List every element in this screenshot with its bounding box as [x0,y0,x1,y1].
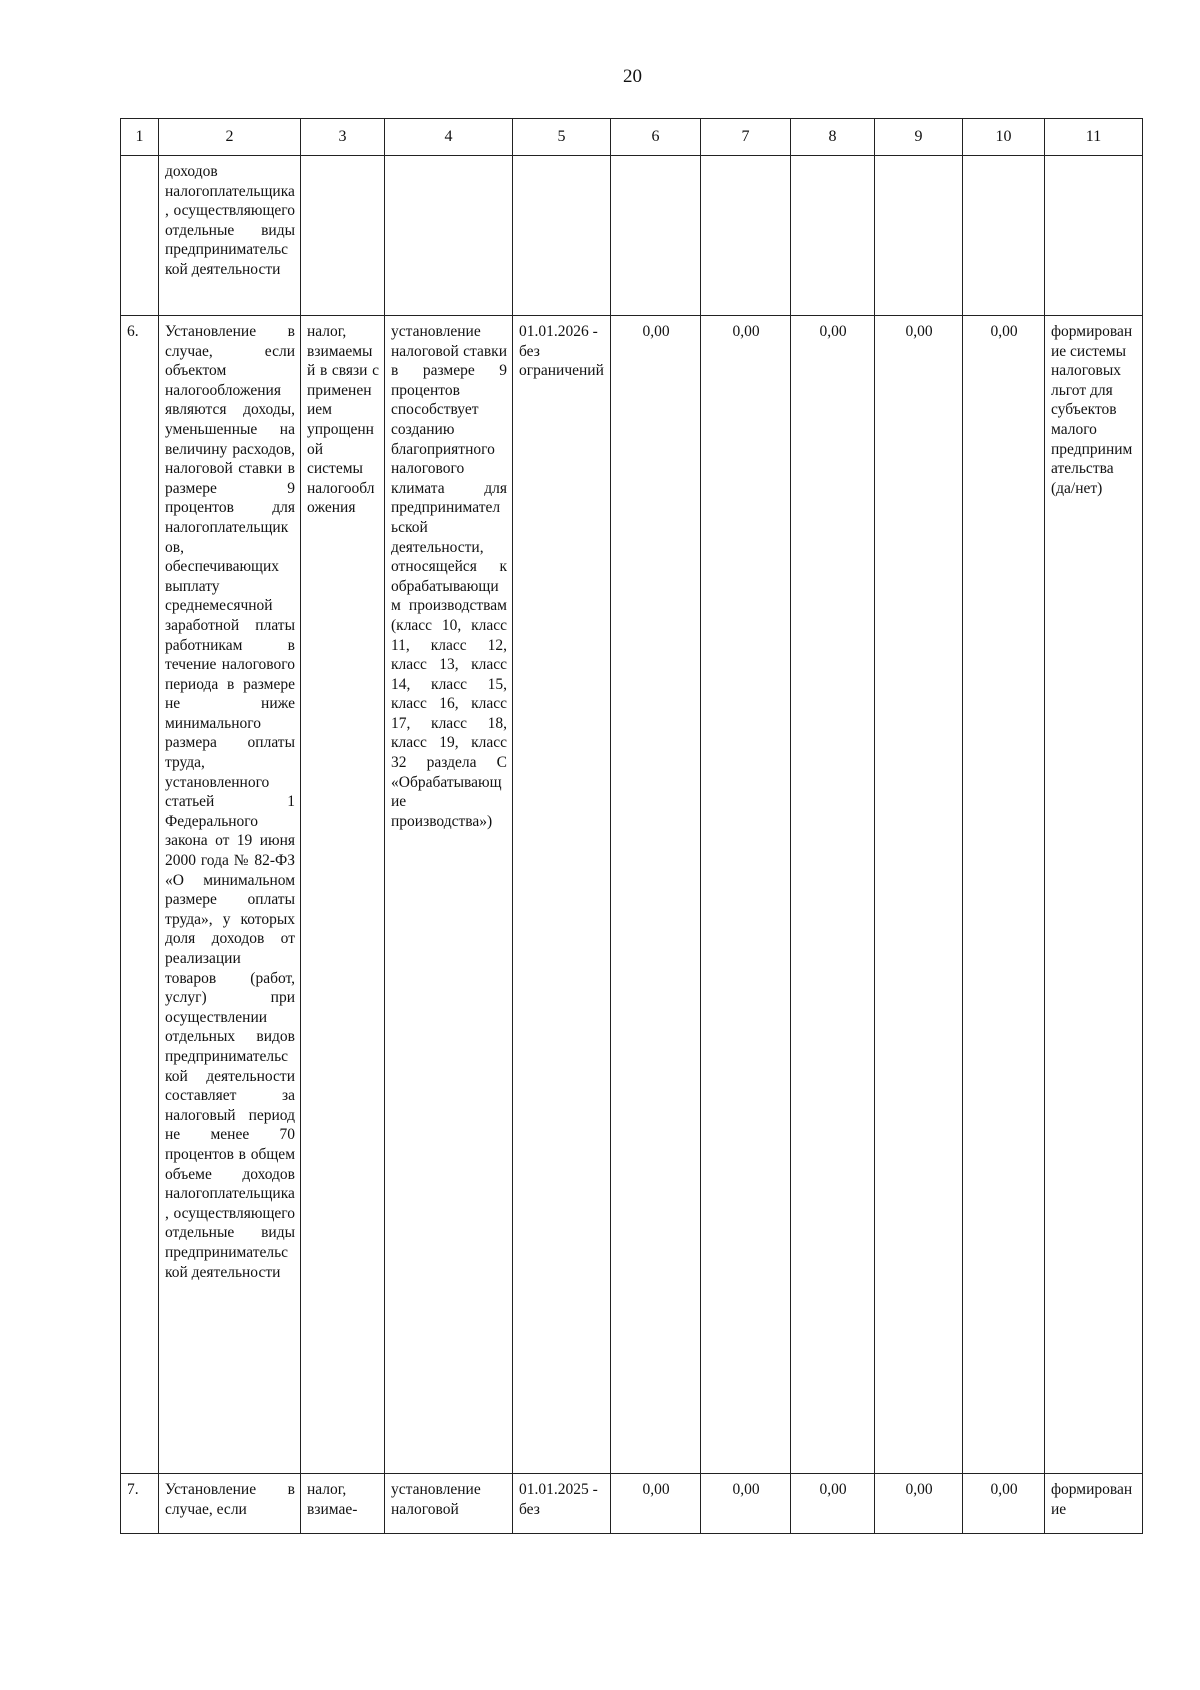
column-header: 11 [1045,119,1143,156]
value-col-6 [611,156,701,316]
benefit-description: доходов налогоплательщика, осуществляющего отдельные виды предпринимательской деятельности [159,156,301,316]
table-row [121,156,1143,316]
value-col-6: 0,00 [611,1474,701,1534]
validity-period: 01.01.2026 - без ограничений [513,316,611,1474]
table-row [121,316,1143,1474]
benefit-goal: установление налоговой ставки в размере 9 процентов способствует созданию благоприятного налогового климата для предпринимательской деятельности, относящейся к обрабатывающим производствам (класс 10, класс 11, класс 12, класс 13, класс 14, класс 15, класс 16, класс 17, класс 18, класс 19, класс 32 раздела С «Обрабатывающие производства») [385,316,513,1474]
value-col-8: 0,00 [791,1474,875,1534]
column-header: 3 [301,119,385,156]
criterion [1045,156,1143,316]
value-col-9: 0,00 [875,1474,963,1534]
column-header: 9 [875,119,963,156]
row-number: 7. [121,1474,159,1534]
value-col-9: 0,00 [875,316,963,1474]
row-number: 6. [121,316,159,1474]
tax-type [301,156,385,316]
criterion: формирование системы налоговых льгот для субъектов малого предпринимательства (да/нет) [1045,316,1143,1474]
criterion: формирование [1045,1474,1143,1534]
column-header: 6 [611,119,701,156]
tax-type: налог, взимаемый в связи с применением упрощенной системы налогообложения [301,316,385,1474]
column-header: 1 [121,119,159,156]
benefits-table [120,118,1143,1534]
value-col-6: 0,00 [611,316,701,1474]
benefit-goal [385,156,513,316]
benefit-description: Установление в случае, если [159,1474,301,1534]
column-header: 2 [159,119,301,156]
column-header: 8 [791,119,875,156]
value-col-10: 0,00 [963,316,1045,1474]
benefit-description: Установление в случае, если объектом налогообложения являются доходы, уменьшенные на величину расходов, налоговой ставки в размере 9 процентов для налогоплательщиков, обеспечивающих выплату среднемесячной заработной платы работникам в течение налогового периода в размере не ниже минимального размера оплаты труда, установленного статьей 1 Федерального закона от 19 июня 2000 года № 82-ФЗ «О минимальном размере оплаты труда», у которых доля доходов от реализации товаров (работ, услуг) при осуществлении отдельных видов предпринимательской деятельности составляет за налоговый период не менее 70 процентов в общем объеме доходов налогоплательщика, осуществляющего отдельные виды предпринимательской деятельности [159,316,301,1474]
value-col-8 [791,156,875,316]
table-header-row [121,119,1143,156]
tax-type: налог, взимае- [301,1474,385,1534]
value-col-7: 0,00 [701,1474,791,1534]
row-number [121,156,159,316]
column-header: 10 [963,119,1045,156]
value-col-7 [701,156,791,316]
value-col-9 [875,156,963,316]
validity-period [513,156,611,316]
value-col-7: 0,00 [701,316,791,1474]
value-col-10: 0,00 [963,1474,1045,1534]
benefit-goal: установление налоговой [385,1474,513,1534]
value-col-10 [963,156,1045,316]
value-col-8: 0,00 [791,316,875,1474]
table-row [121,1474,1143,1534]
page-number: 20 [623,66,642,87]
column-header: 7 [701,119,791,156]
column-header: 5 [513,119,611,156]
column-header: 4 [385,119,513,156]
validity-period: 01.01.2025 - без [513,1474,611,1534]
